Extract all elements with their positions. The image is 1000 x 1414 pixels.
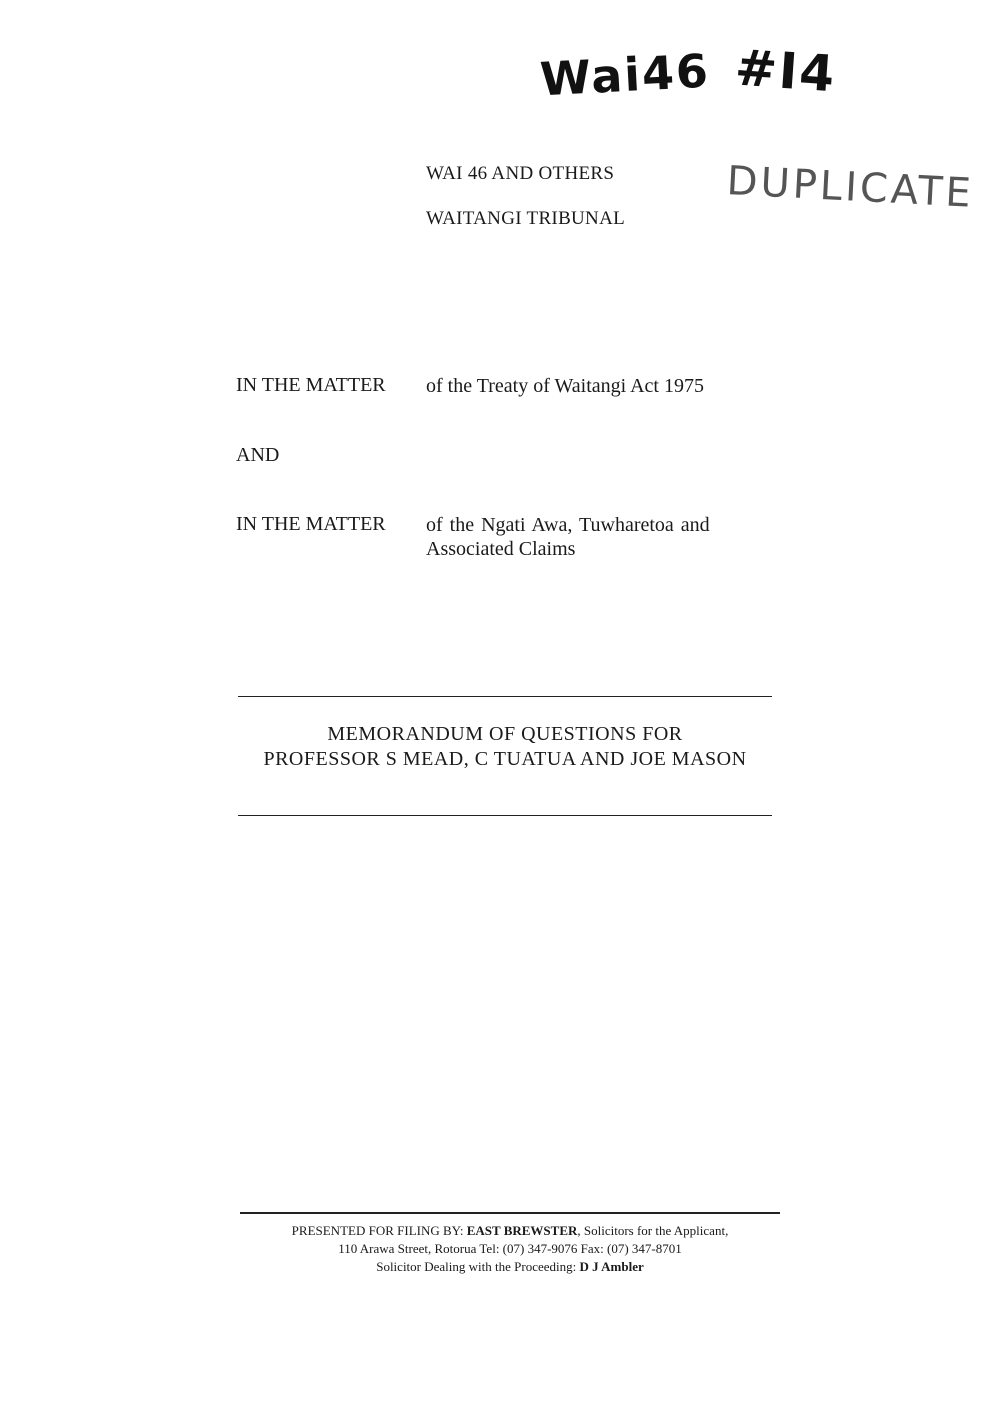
matter-text-2-line-1: of the Ngati Awa, Tuwharetoa and xyxy=(426,514,710,536)
footer-solicitor-name: D J Ambler xyxy=(579,1259,644,1274)
duplicate-stamp: DUPLICATE xyxy=(725,158,975,217)
matter-text-2-line-2: Associated Claims xyxy=(426,538,576,560)
matter-text-1: of the Treaty of Waitangi Act 1975 xyxy=(426,375,704,397)
footer-solicitor-label: Solicitor Dealing with the Proceeding: xyxy=(376,1259,577,1274)
title-rule-bottom xyxy=(238,815,772,816)
header-tribunal: WAITANGI TRIBUNAL xyxy=(426,208,626,229)
title-rule-top xyxy=(238,696,772,697)
header-case-number: WAI 46 AND OTHERS xyxy=(426,163,615,184)
footer-presented-by xyxy=(240,1222,780,1240)
footer-solicitor xyxy=(240,1258,780,1276)
footer-firm: EAST BREWSTER xyxy=(466,1223,578,1238)
matter-label-2: IN THE MATTER xyxy=(236,513,386,535)
document-title-line-2: PROFESSOR S MEAD, C TUATUA AND JOE MASON xyxy=(263,748,747,770)
handwritten-reference: Wai46 xyxy=(538,43,712,107)
footer-address: 110 Arawa Street, Rotorua Tel: (07) 347-9076 Fax: (07) 347-8701 xyxy=(338,1241,682,1256)
handwritten-document-number: #I4 xyxy=(733,38,839,104)
document-title-line-1: MEMORANDUM OF QUESTIONS FOR xyxy=(327,723,683,745)
footer-rule xyxy=(240,1212,780,1214)
matter-and: AND xyxy=(236,444,280,466)
footer-presented-label: PRESENTED FOR FILING BY: xyxy=(291,1223,464,1238)
matter-label-1: IN THE MATTER xyxy=(236,374,386,396)
footer-firm-suffix: , Solicitors for the Applicant, xyxy=(577,1223,729,1238)
